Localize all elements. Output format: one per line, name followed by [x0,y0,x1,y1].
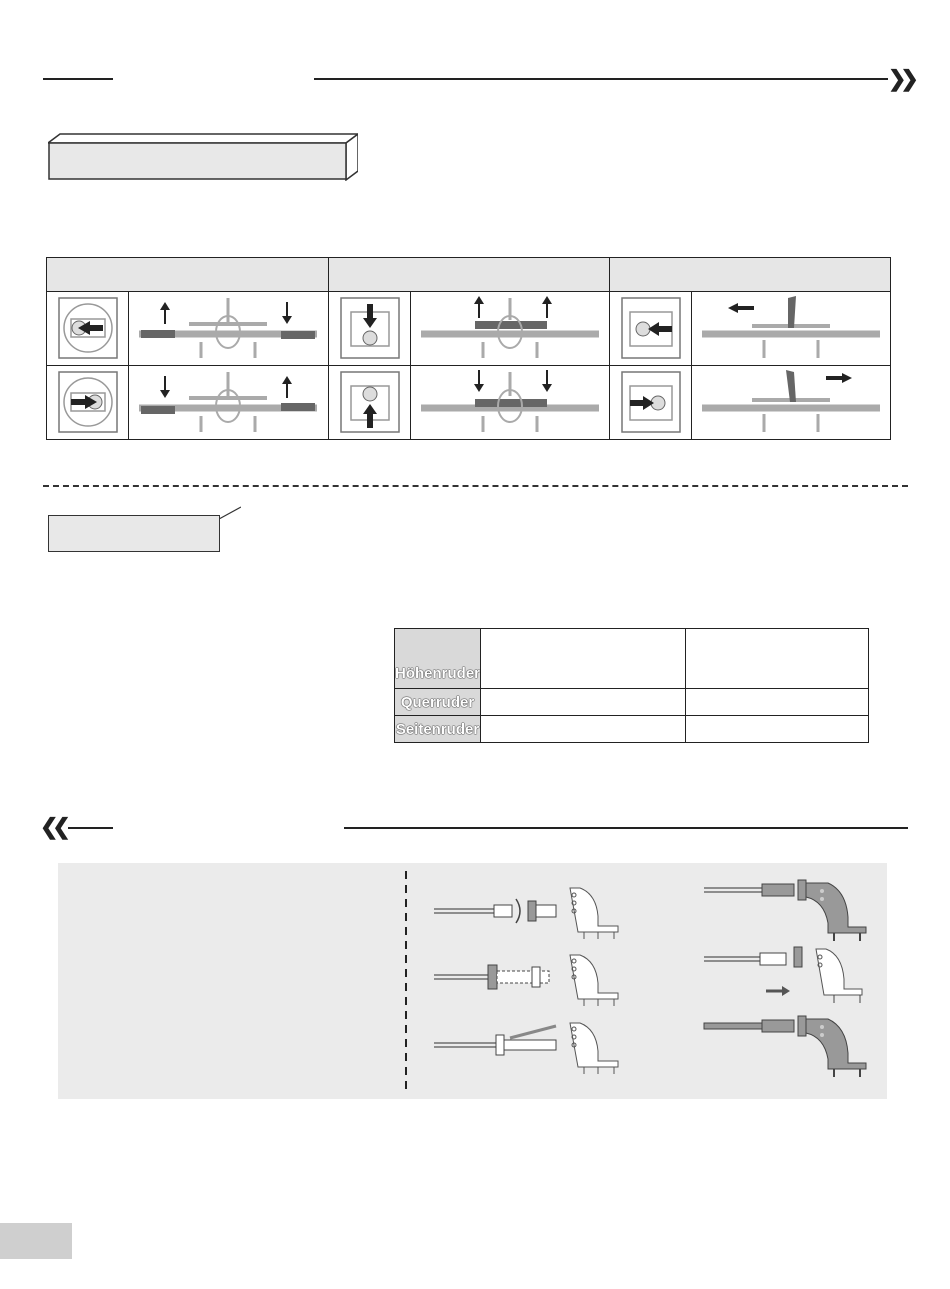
section-divider [43,485,908,487]
header-rule-short [68,827,113,829]
transmitter-stick-down-icon [329,292,409,364]
plane-aileron-left-down [129,366,329,439]
control-surface-table [46,257,891,440]
table-cell [481,689,686,716]
stick-diagram-cell [47,366,129,439]
table-cell [481,629,686,689]
double-chevron-left-icon: ❮❮ [40,814,65,839]
linkage-instruction-panel [58,863,887,1099]
linkage-step-2 [434,955,618,1006]
stick-diagram-cell [610,366,692,439]
section-label-box [48,515,220,552]
table-row [395,716,869,743]
plane-elevator-down [411,366,610,439]
transmitter-stick-right-icon [610,366,690,438]
control-throw-table [394,628,869,743]
table-cell [686,629,869,689]
row-header-aileron: Querruder [395,689,481,716]
label-box-accent [219,505,241,519]
transmitter-stick-right-icon [47,292,127,364]
stick-diagram-cell [47,292,129,366]
column-header-aileron [47,258,329,292]
linkage-step-a [704,880,866,941]
row-header-elevator: Höhenruder [395,629,481,689]
column-header-rudder [610,258,890,292]
table-cell [686,689,869,716]
header-rule-long [314,78,888,80]
section-label-box-3d [48,133,358,181]
table-cell [686,716,869,743]
plane-rudder-right [692,366,890,439]
linkage-step-c [704,1016,866,1077]
transmitter-stick-left-icon [610,292,690,364]
header-rule-long [344,827,908,829]
table-row [395,629,869,689]
stick-diagram-cell [329,366,411,439]
plane-elevator-up [411,292,610,366]
plane-rudder-left [692,292,890,366]
transmitter-stick-left-icon [47,366,127,438]
page-number-tab [0,1223,72,1259]
transmitter-stick-up-icon [329,366,409,438]
table-row [395,689,869,716]
row-header-rudder: Seitenruder [395,716,481,743]
linkage-step-1 [434,888,618,939]
linkage-step-b [704,947,862,1003]
plane-aileron-left-up [129,292,329,366]
column-header-elevator [329,258,610,292]
linkage-step-3 [434,1023,618,1074]
stick-diagram-cell [329,292,411,366]
double-chevron-right-icon: ❯❯ [888,66,913,91]
header-rule-short [43,78,113,80]
linkage-illustration [58,863,887,1099]
table-cell [481,716,686,743]
stick-diagram-cell [610,292,692,366]
